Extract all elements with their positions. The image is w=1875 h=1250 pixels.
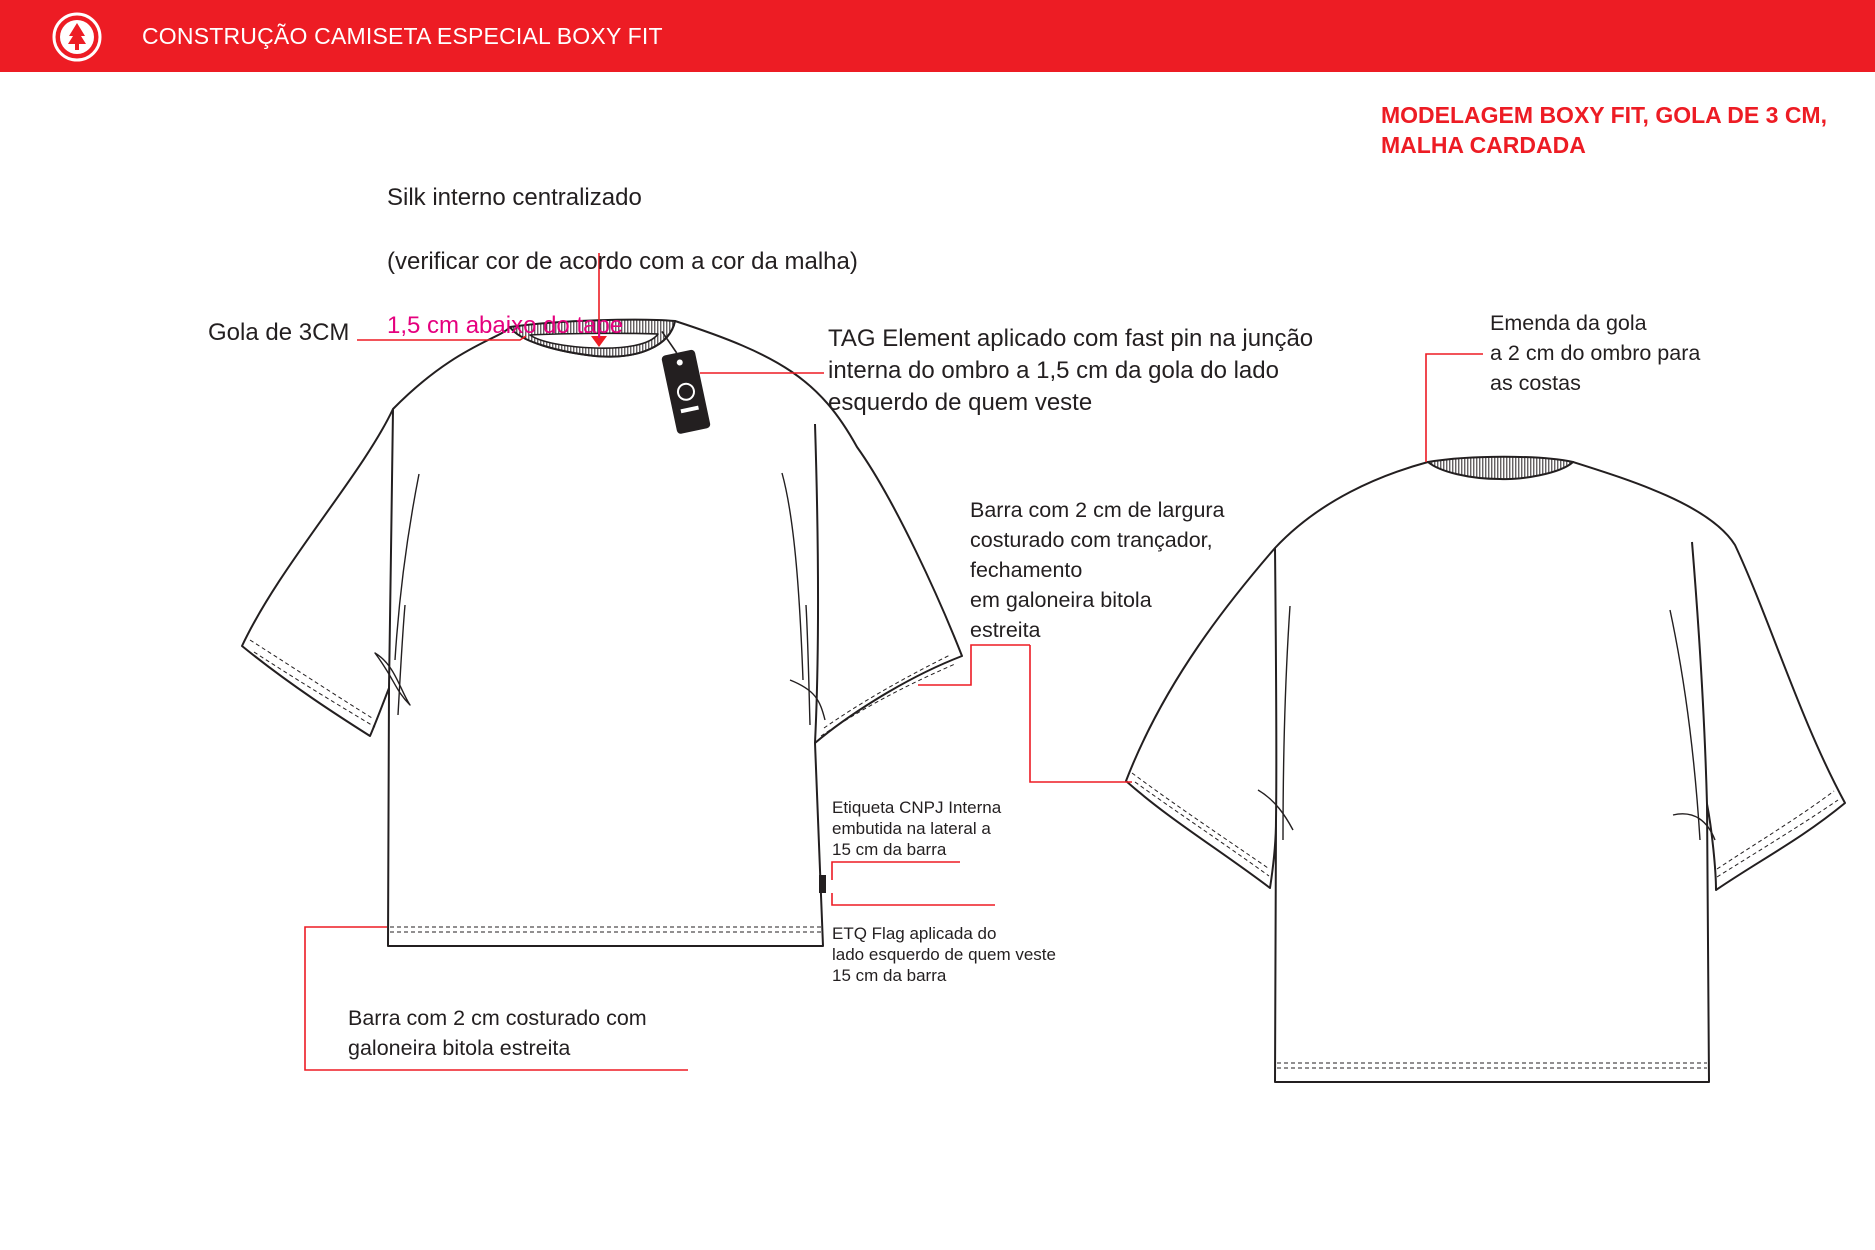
flag-leader: [832, 893, 995, 905]
barra-manga-note: Barra com 2 cm de largura costurado com trançador, fechamento em galoneira bitola estreita: [970, 498, 1225, 642]
barra-corpo-note: Barra com 2 cm costurado com galoneira bitola estreita: [348, 1006, 647, 1060]
emenda-note: Emenda da gola a 2 cm do ombro para as costas: [1490, 311, 1701, 395]
silk-line-1: Silk interno centralizado: [387, 184, 642, 211]
back-body: [1126, 462, 1845, 1082]
silk-note: [387, 150, 858, 374]
back-tshirt: [1126, 457, 1845, 1082]
tag-note: TAG Element aplicado com fast pin na junção interna do ombro a 1,5 cm da gola do lado esquerdo de quem veste: [828, 325, 1314, 416]
page-title: CONSTRUÇÃO CAMISETA ESPECIAL BOXY FIT: [142, 23, 663, 49]
spec-note: MODELAGEM BOXY FIT, GOLA DE 3 CM, MALHA CARDADA: [1381, 102, 1827, 158]
cnpj-label-mark: [819, 875, 826, 893]
etiqueta-cnpj-note: Etiqueta CNPJ Interna embutida na lateral a 15 cm da barra: [832, 798, 1002, 859]
etq-flag-note: ETQ Flag aplicada do lado esquerdo de quem veste 15 cm da barra: [832, 924, 1056, 985]
silk-line-2: (verificar cor de acordo com a cor da malha): [387, 248, 858, 275]
gola-note: Gola de 3CM: [208, 319, 350, 346]
emenda-leader: [1426, 354, 1483, 462]
cnpj-leader: [832, 862, 960, 880]
silk-line-3: 1,5 cm abaixo do tape: [387, 312, 624, 339]
